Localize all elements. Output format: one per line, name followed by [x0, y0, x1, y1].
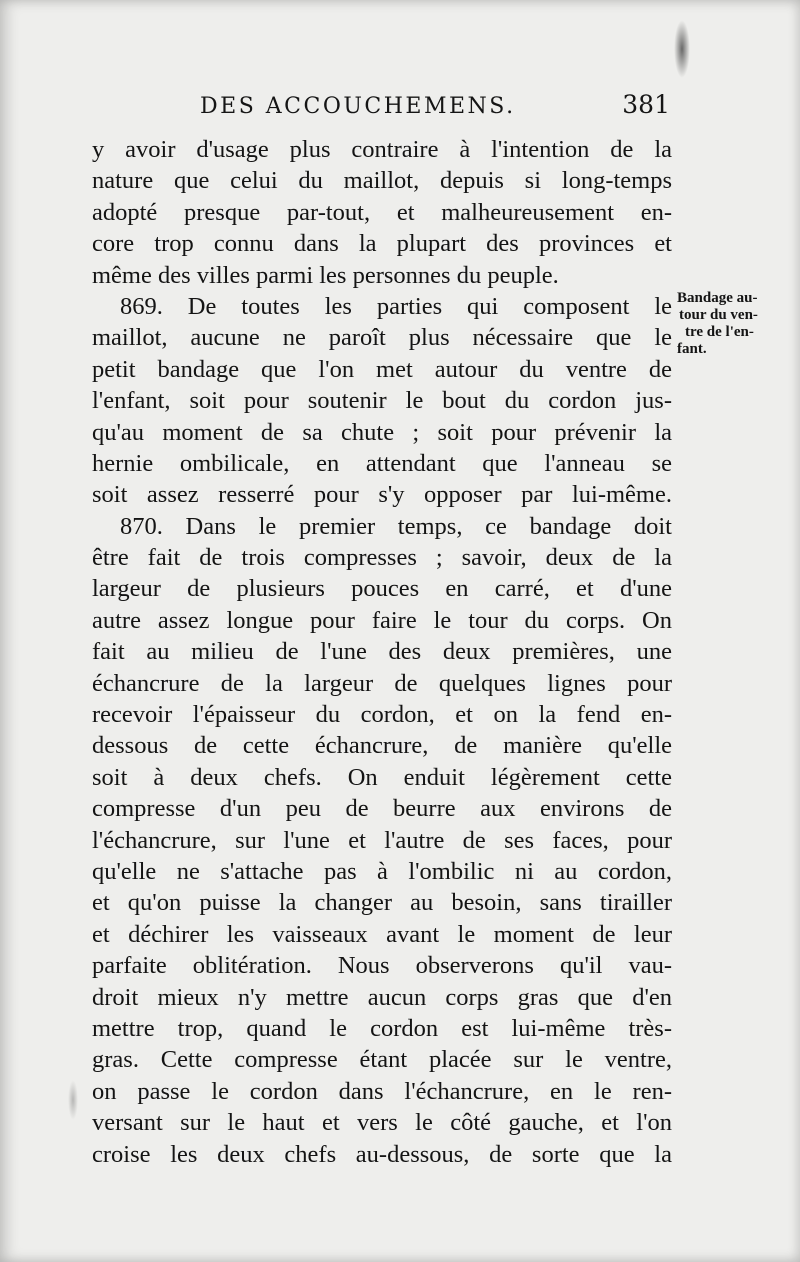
- text-line: fait au milieu de l'une des deux premières, une: [92, 638, 672, 666]
- text-line: et déchirer les vaisseaux avant le moment de leur: [92, 920, 672, 948]
- page-number: 381: [622, 90, 670, 119]
- text-line: maillot, aucune ne paroît plus nécessaire que le: [92, 324, 672, 352]
- text-line: compresse d'un peu de beurre aux environs de: [92, 795, 672, 823]
- text-line: petit bandage que l'on met autour du ventre de: [92, 355, 672, 383]
- text-line: nature que celui du maillot, depuis si long-temps: [92, 167, 672, 195]
- text-line: largeur de plusieurs pouces en carré, et d'une: [92, 575, 672, 603]
- running-title: DES ACCOUCHEMENS.: [200, 94, 516, 119]
- text-line: et qu'on puisse la changer au besoin, sans tirailler: [92, 889, 672, 917]
- text-line: versant sur le haut et vers le côté gauche, et l'on: [92, 1109, 672, 1137]
- text-line: recevoir l'épaisseur du cordon, et on la fend en-: [92, 701, 672, 729]
- text-line: gras. Cette compresse étant placée sur le ventre,: [92, 1046, 672, 1074]
- page-header: [200, 88, 670, 128]
- margin-note: [677, 290, 797, 358]
- text-line: l'échancrure, sur l'une et l'autre de ses faces, pour: [92, 826, 672, 854]
- text-line: soit à deux chefs. On enduit légèrement cette: [92, 763, 672, 791]
- paragraph-870-start: 870. Dans le premier temps, ce bandage doit: [120, 512, 672, 540]
- margin-note-line: tre de l'en-: [685, 324, 754, 340]
- text-line: adopté presque par-tout, et malheureusement en-: [92, 198, 672, 226]
- paragraph-869-start: 869. De toutes les parties qui composent le: [120, 292, 672, 320]
- text-line: hernie ombilicale, en attendant que l'anneau se: [92, 449, 672, 477]
- text-line: être fait de trois compresses ; savoir, deux de la: [92, 544, 672, 572]
- text-line: parfaite oblitération. Nous observerons qu'il vau-: [92, 952, 672, 980]
- text-line: échancrure de la largeur de quelques lignes pour: [92, 669, 672, 697]
- body-text: [92, 134, 672, 1170]
- text-line: y avoir d'usage plus contraire à l'intention de la: [92, 136, 672, 163]
- text-line: core trop connu dans la plupart des provinces et: [92, 230, 672, 258]
- text-line: on passe le cordon dans l'échancrure, en le ren-: [92, 1077, 672, 1105]
- text-line: même des villes parmi les personnes du peuple.: [92, 261, 559, 289]
- margin-note-line: Bandage au-: [677, 290, 758, 306]
- text-line: mettre trop, quand le cordon est lui-même très-: [92, 1014, 672, 1042]
- text-line: droit mieux n'y mettre aucun corps gras que d'en: [92, 983, 672, 1011]
- text-line: dessous de cette échancrure, de manière qu'elle: [92, 732, 672, 760]
- text-line: autre assez longue pour faire le tour du corps. On: [92, 606, 672, 634]
- text-line: qu'elle ne s'attache pas à l'ombilic ni au cordon,: [92, 857, 672, 885]
- text-line: soit assez resserré pour s'y opposer par lui-même.: [92, 481, 672, 509]
- margin-note-line: tour du ven-: [679, 307, 758, 323]
- text-line: croise les deux chefs au-dessous, de sorte que la: [92, 1140, 672, 1168]
- margin-note-line: fant.: [677, 341, 707, 357]
- ink-stain: [674, 20, 690, 78]
- text-line: qu'au moment de sa chute ; soit pour prévenir la: [92, 418, 672, 446]
- text-line: l'enfant, soit pour soutenir le bout du cordon jus-: [92, 387, 672, 415]
- paper-stain: [68, 1080, 78, 1120]
